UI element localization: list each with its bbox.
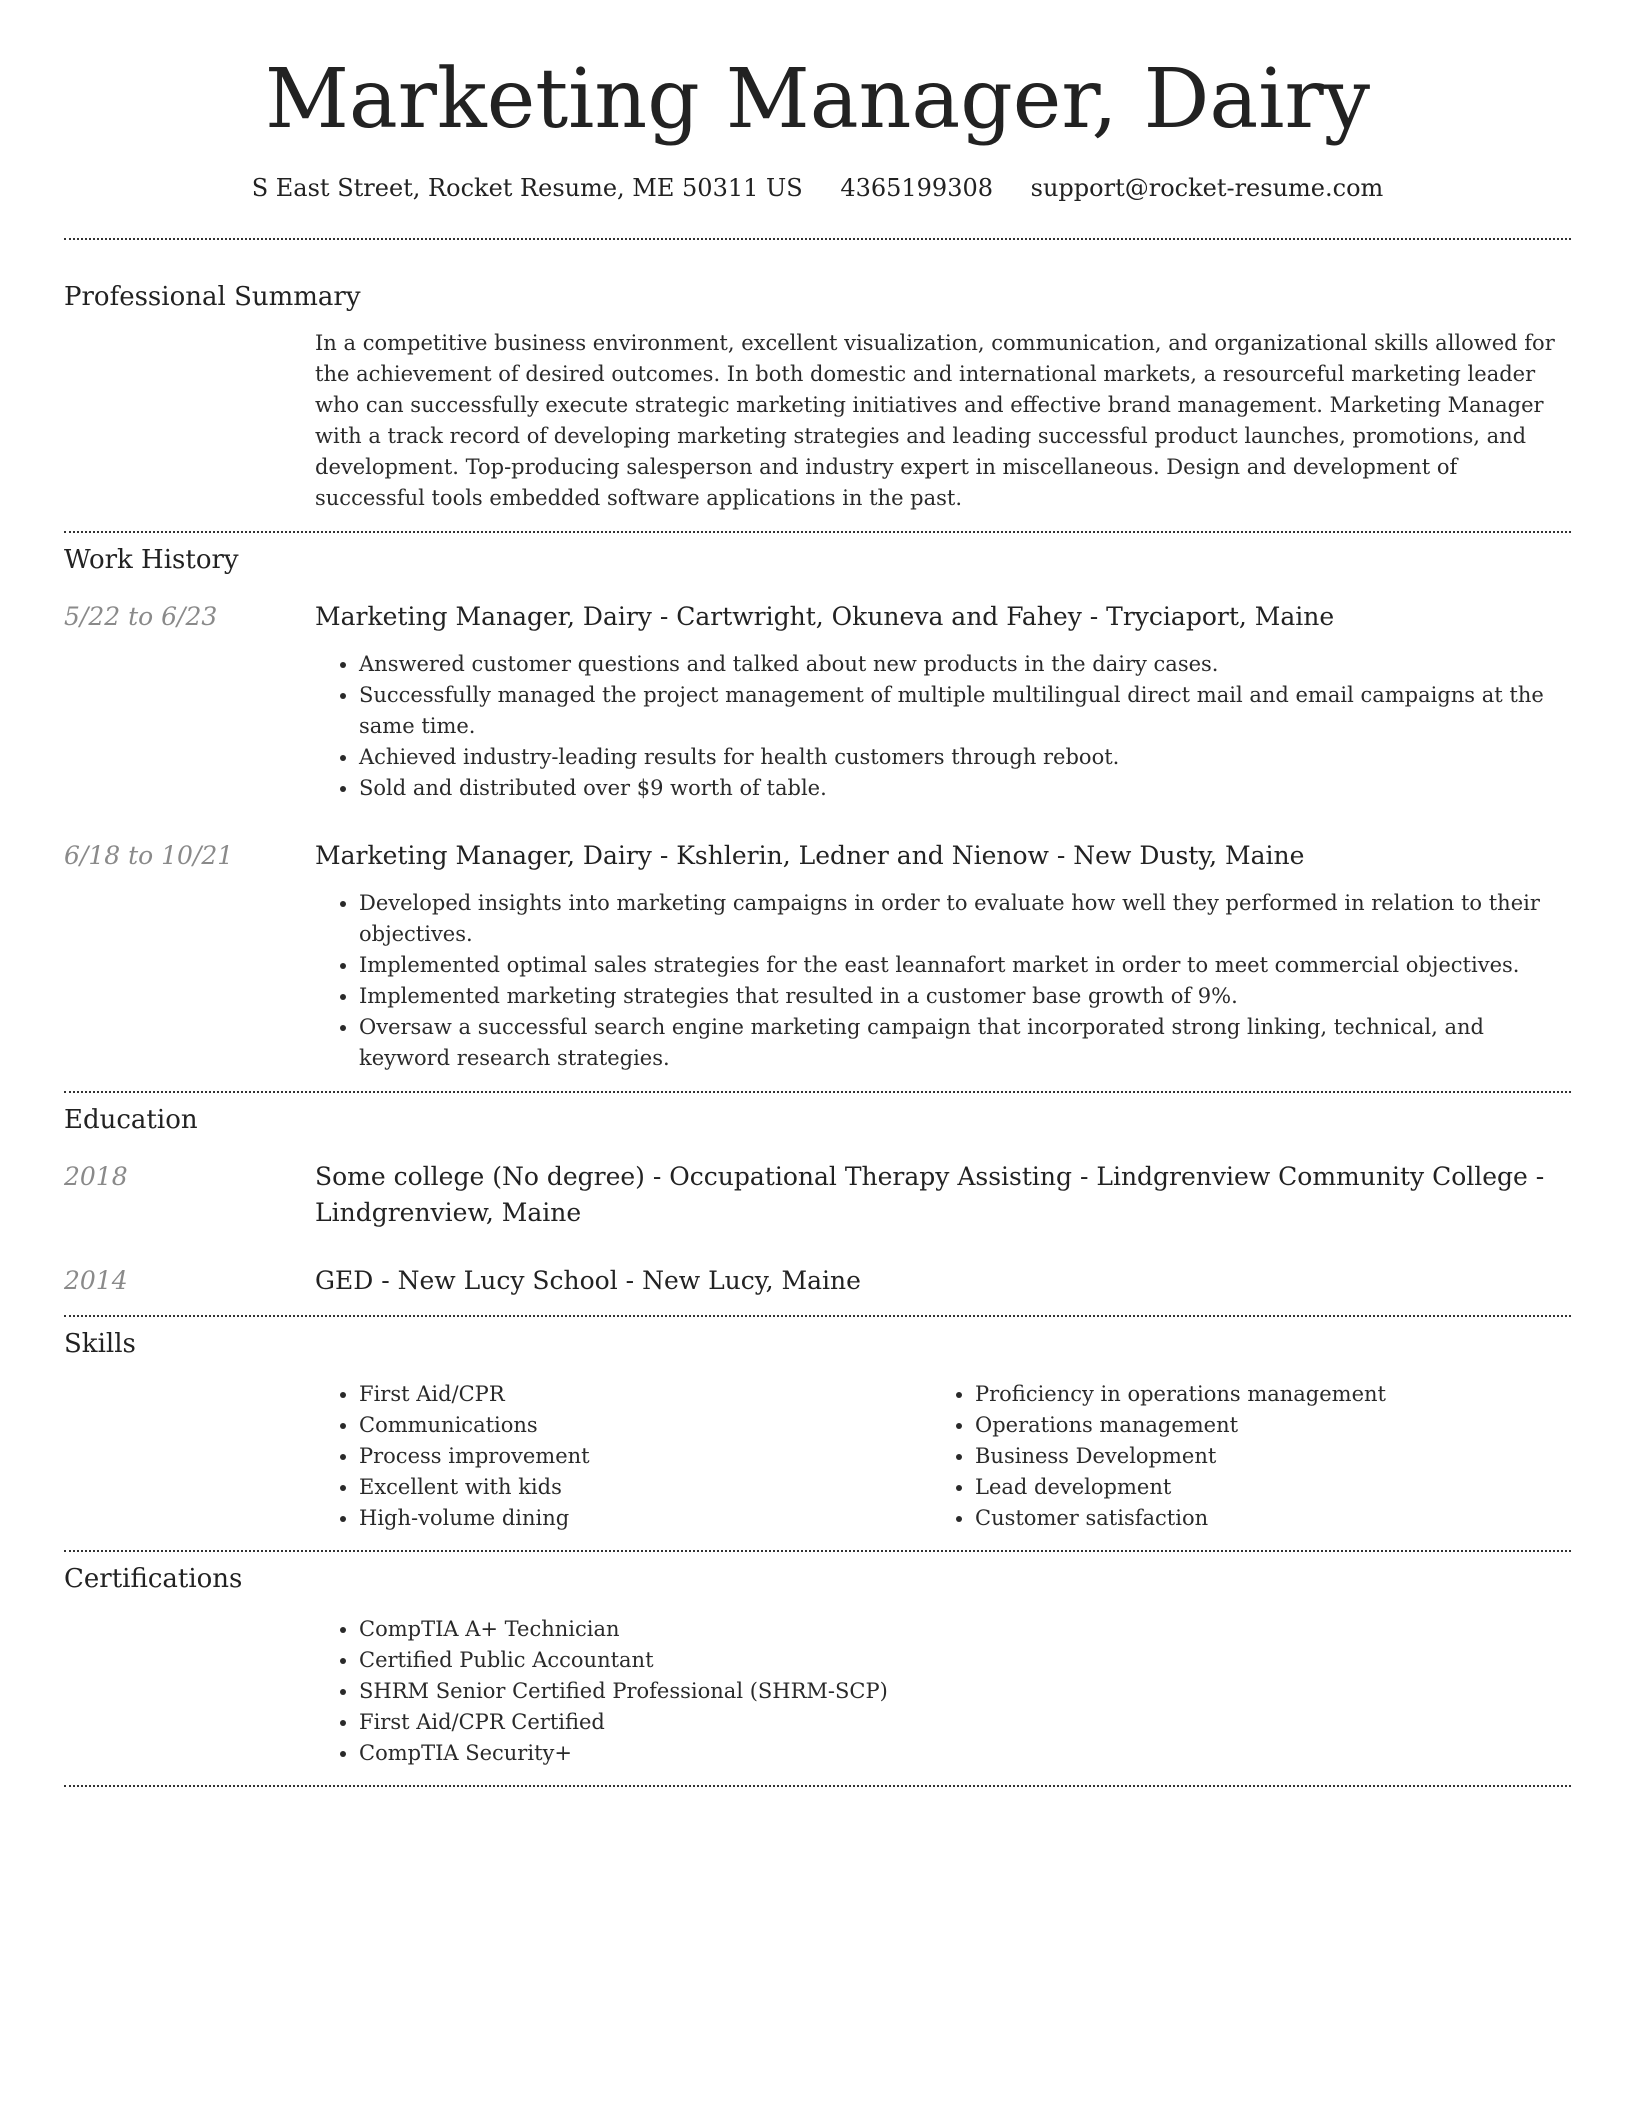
list-item: • Developed insights into marketing campaigns in order to evaluate how well they performed in relation to their objectives.	[359, 888, 1571, 950]
education-entry	[64, 1159, 1571, 1231]
skills-list-left	[315, 1379, 931, 1534]
list-item: • SHRM Senior Certified Professional (SHRM-SCP)	[359, 1676, 1571, 1707]
list-item: • Answered customer questions and talked about new products in the dairy cases.	[359, 649, 1571, 680]
list-item: • High-volume dining	[359, 1503, 931, 1534]
resume-title: Marketing Manager, Dairy	[264, 52, 1371, 147]
education-entry	[64, 1263, 1571, 1299]
job-dates: 6/18 to 10/21	[64, 841, 234, 870]
education-heading: Some college (No degree) - Occupational Therapy Assisting - Lindgrenview Community College - Lindgrenview, Maine	[315, 1162, 1545, 1227]
list-item: • Oversaw a successful search engine marketing campaign that incorporated strong linking, technical, and keyword research strategies.	[359, 1012, 1571, 1074]
contact-email: support@rocket-resume.com	[1030, 174, 1384, 202]
job-entry	[64, 599, 1571, 804]
job-bullets	[315, 888, 1571, 1074]
list-item: • Successfully managed the project management of multiple multilingual direct mail and email campaigns at the same time.	[359, 680, 1571, 742]
list-item: • Business Development	[975, 1441, 1547, 1472]
list-item: • Process improvement	[359, 1441, 931, 1472]
education-year: 2014	[64, 1266, 128, 1295]
list-item: • Implemented marketing strategies that resulted in a customer base growth of 9%.	[359, 981, 1571, 1012]
work-history-section	[64, 533, 1571, 1074]
section-title-education: Education	[64, 1105, 198, 1135]
list-item: • CompTIA Security+	[359, 1738, 1571, 1769]
certifications-list	[315, 1614, 1571, 1769]
job-heading: Marketing Manager, Dairy - Kshlerin, Ledner and Nienow - New Dusty, Maine	[315, 841, 1305, 870]
list-item: • CompTIA A+ Technician	[359, 1614, 1571, 1645]
skills-section	[64, 1317, 1571, 1534]
section-title-summary: Professional Summary	[64, 282, 361, 312]
list-item: • First Aid/CPR Certified	[359, 1707, 1571, 1738]
contact-info	[64, 172, 1571, 204]
summary-text: In a competitive business environment, excellent visualization, communication, and organizational skills allowed for the achievement of desired outcomes. In both domestic and international markets, a resourceful marketing leader who can successfully execute strategic marketing initiatives and effective brand management. Marketing Manager with a track record of developing marketing strategies and leading successful product launches, promotions, and development. Top-producing salesperson and industry expert in miscellaneous. Design and development of successful tools embedded software applications in the past.	[315, 331, 1555, 510]
summary-section	[64, 240, 1571, 514]
list-item: • Proficiency in operations management	[975, 1379, 1547, 1410]
contact-address: S East Street, Rocket Resume, ME 50311 US	[251, 174, 803, 202]
list-item: • Operations management	[975, 1410, 1547, 1441]
skills-columns	[315, 1379, 1571, 1534]
list-item: • First Aid/CPR	[359, 1379, 931, 1410]
education-year: 2018	[64, 1162, 128, 1191]
list-item: • Certified Public Accountant	[359, 1645, 1571, 1676]
list-item: • Communications	[359, 1410, 931, 1441]
job-bullets	[315, 649, 1571, 804]
list-item: • Implemented optimal sales strategies for the east leannafort market in order to meet commercial objectives.	[359, 950, 1571, 981]
certifications-section	[64, 1552, 1571, 1769]
job-entry	[64, 838, 1571, 1074]
list-item: • Lead development	[975, 1472, 1547, 1503]
education-section	[64, 1093, 1571, 1299]
list-item: • Customer satisfaction	[975, 1503, 1547, 1534]
list-item: • Achieved industry-leading results for health customers through reboot.	[359, 742, 1571, 773]
contact-phone: 4365199308	[840, 174, 994, 202]
job-dates: 5/22 to 6/23	[64, 602, 218, 631]
section-title-skills: Skills	[64, 1329, 136, 1359]
job-heading: Marketing Manager, Dairy - Cartwright, Okuneva and Fahey - Tryciaport, Maine	[315, 602, 1335, 631]
section-title-certifications: Certifications	[64, 1564, 243, 1594]
list-item: • Sold and distributed over $9 worth of table.	[359, 773, 1571, 804]
list-item: • Excellent with kids	[359, 1472, 931, 1503]
section-title-work-history: Work History	[64, 545, 239, 575]
education-heading: GED - New Lucy School - New Lucy, Maine	[315, 1266, 861, 1295]
skills-list-right	[931, 1379, 1547, 1534]
resume-page	[64, 0, 1571, 1787]
section-divider	[64, 1785, 1571, 1787]
